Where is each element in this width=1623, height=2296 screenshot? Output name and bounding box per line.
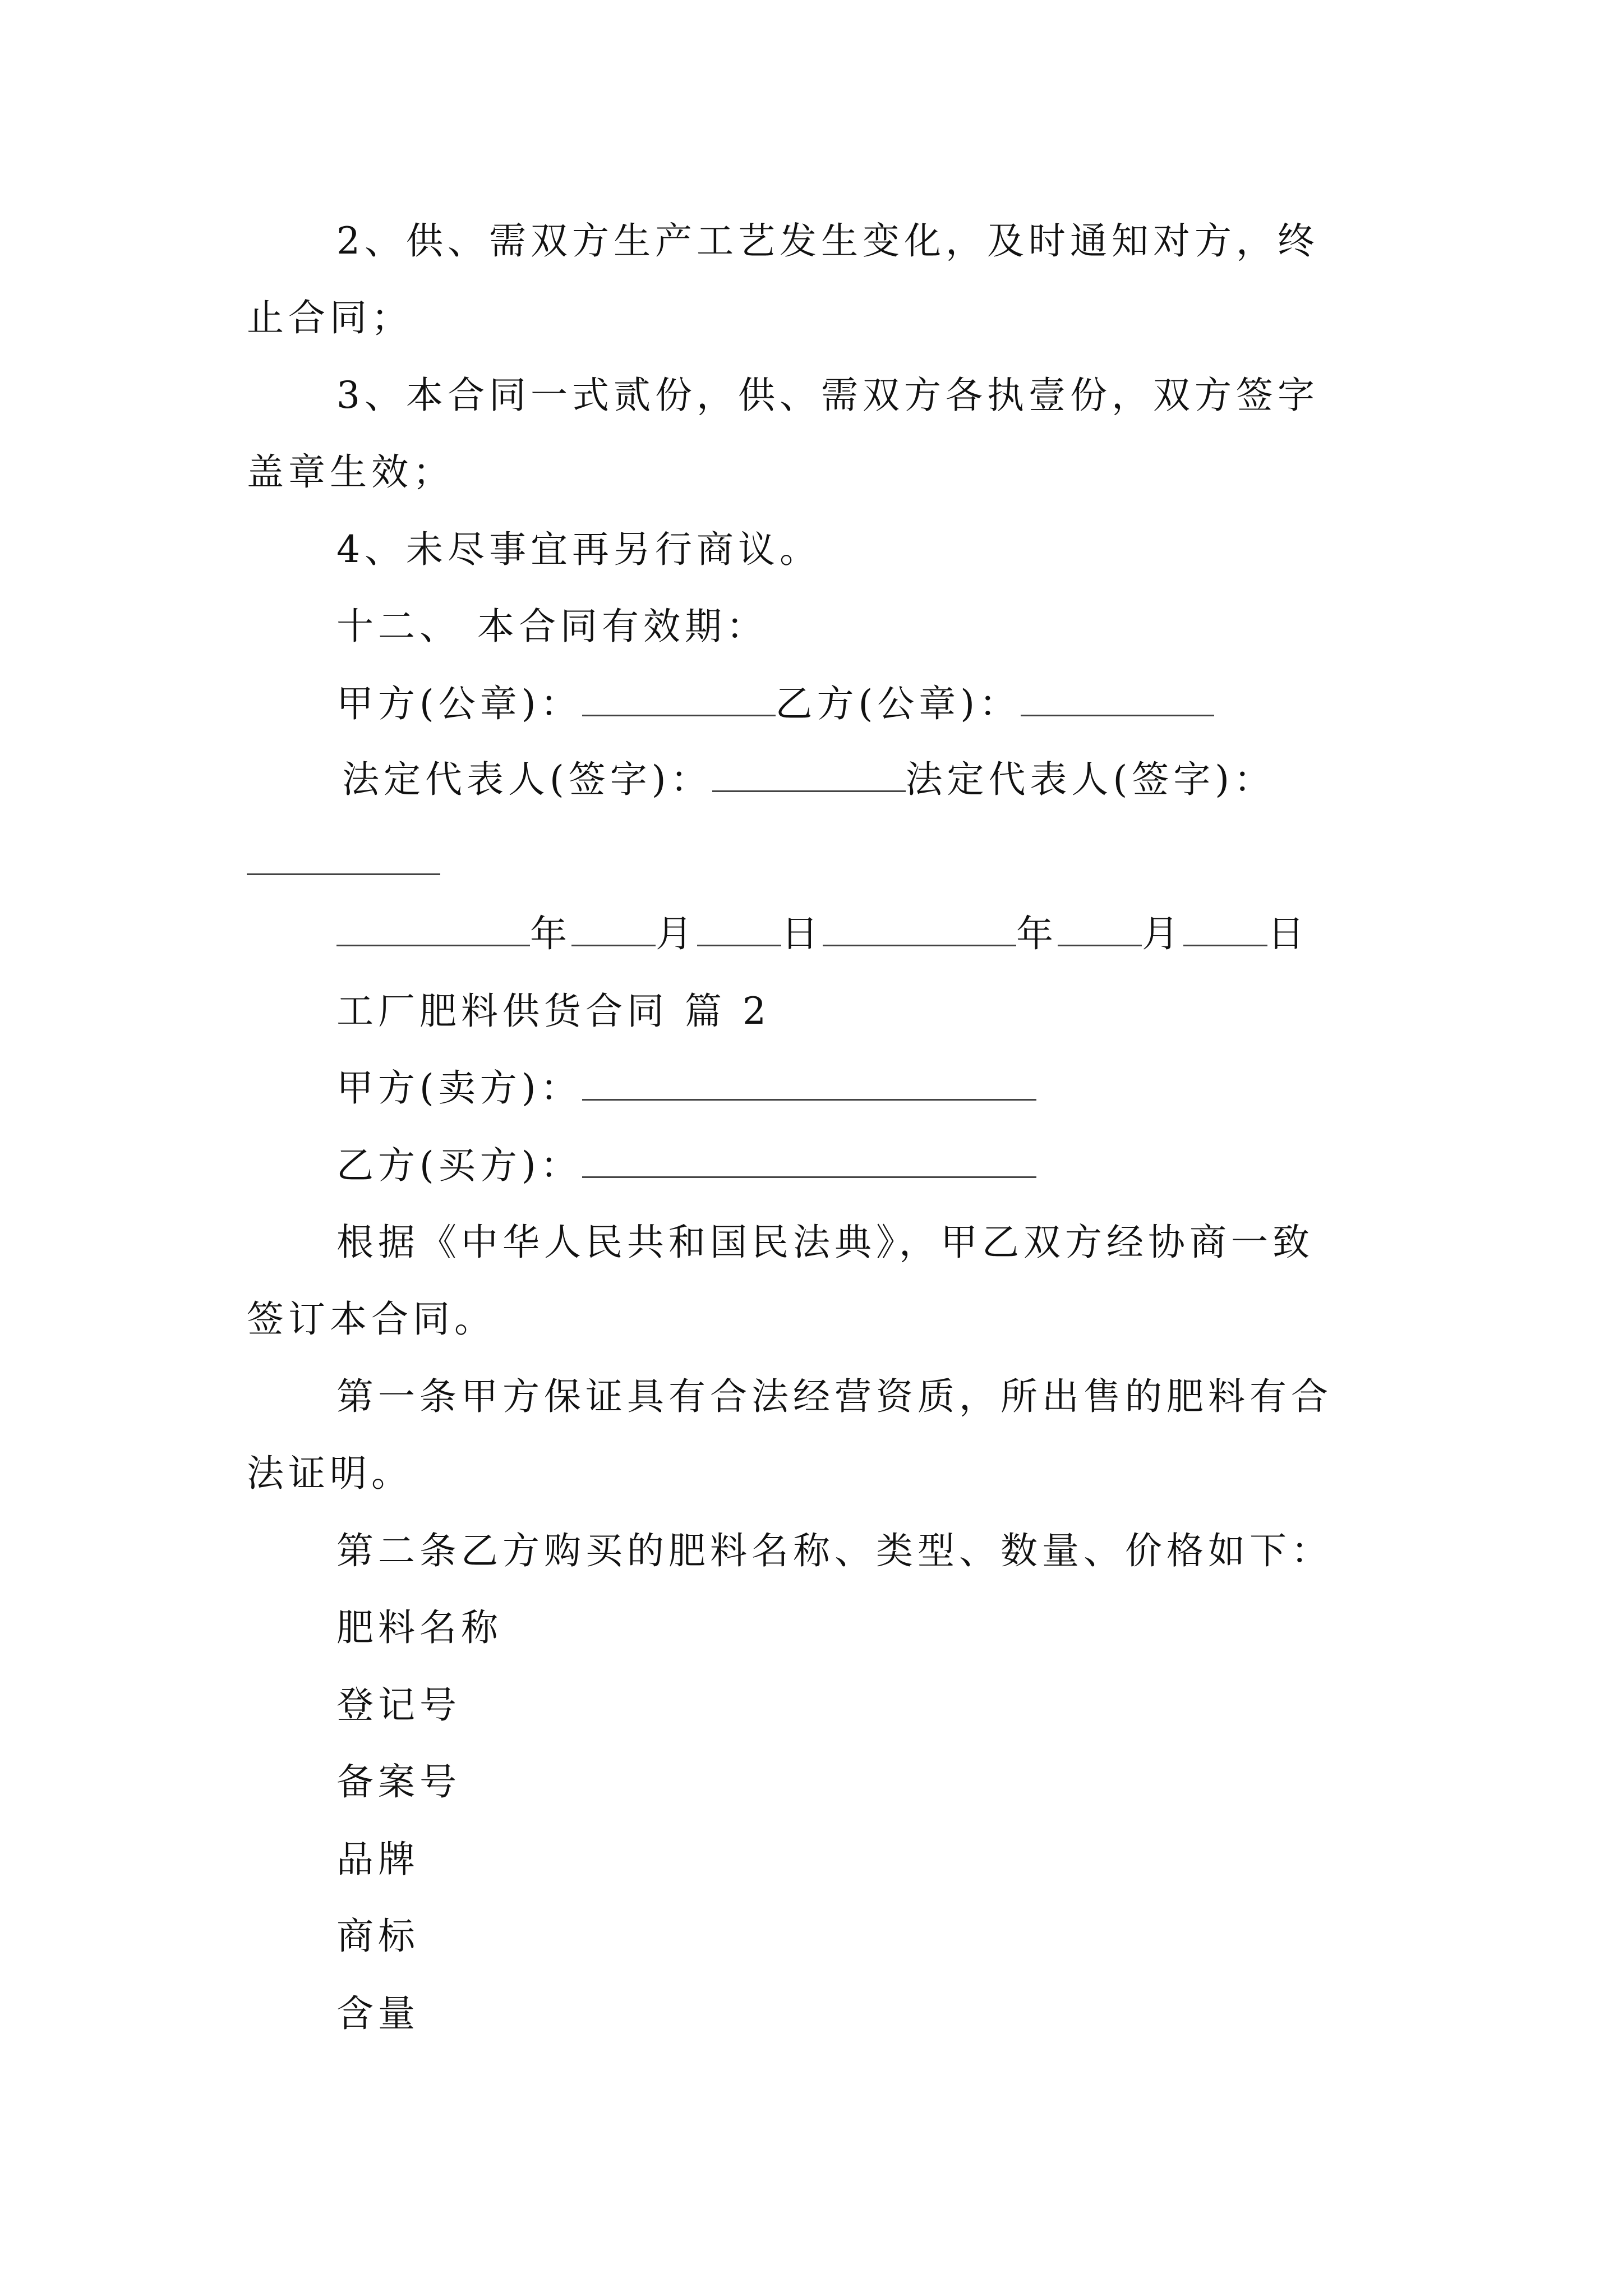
paragraph-line: 第二条乙方购买的肥料名称、类型、数量、价格如下：	[336, 1529, 1332, 1572]
year-label: 年	[1016, 912, 1058, 955]
list-item: 品牌	[336, 1838, 419, 1881]
buyer-line	[336, 1140, 1036, 1191]
year-label: 年	[530, 912, 571, 955]
paragraph-line: 止合同；	[247, 296, 413, 339]
buyer-blank	[582, 1143, 1036, 1178]
party-a-seal-blank	[582, 681, 776, 716]
paragraph-line: 根据《中华人民共和国民法典》，甲乙双方经协商一致	[336, 1221, 1314, 1264]
list-item: 肥料名称	[336, 1606, 502, 1649]
paragraph-line: 3、本合同一式贰份，供、需双方各执壹份，双方签字	[336, 374, 1319, 417]
month-blank	[1058, 911, 1142, 946]
seller-label: 甲方(卖方)：	[336, 1066, 582, 1110]
seller-line	[336, 1063, 1036, 1114]
list-item: 备案号	[336, 1760, 461, 1803]
party-b-seal-blank	[1021, 681, 1214, 716]
year-blank	[823, 911, 1016, 946]
section-heading: 十二、 本合同有效期：	[336, 605, 768, 648]
day-label: 日	[781, 912, 823, 955]
paragraph-line: 2、供、需双方生产工艺发生变化，及时通知对方，终	[336, 219, 1319, 263]
party-a-seal-label: 甲方(公章)：	[336, 682, 582, 725]
list-item: 含量	[336, 1992, 419, 2035]
day-label: 日	[1267, 912, 1309, 955]
month-label: 月	[656, 912, 697, 955]
date-line	[336, 909, 1309, 959]
month-label: 月	[1142, 912, 1183, 955]
day-blank	[697, 911, 781, 946]
day-blank	[1183, 911, 1267, 946]
paragraph-line: 盖章生效；	[247, 450, 454, 494]
year-blank	[336, 911, 530, 946]
buyer-label: 乙方(买方)：	[336, 1144, 582, 1187]
seller-blank	[582, 1065, 1036, 1101]
signature-line-seal	[336, 679, 1214, 729]
list-item: 登记号	[336, 1683, 461, 1727]
paragraph-line: 法证明。	[247, 1452, 413, 1495]
paragraph-line: 签订本合同。	[247, 1297, 496, 1341]
party-b-rep-label: 法定代表人(签字)：	[905, 758, 1275, 801]
contract-title: 工厂肥料供货合同 篇 2	[336, 990, 771, 1033]
paragraph-line: 第一条甲方保证具有合法经营资质，所出售的肥料有合	[336, 1375, 1332, 1418]
month-blank	[571, 911, 656, 946]
signature-line-representative	[342, 754, 1275, 805]
party-a-rep-label: 法定代表人(签字)：	[342, 758, 712, 801]
paragraph-line: 4、未尽事宜再另行商议。	[336, 528, 821, 571]
party-b-seal-label: 乙方(公章)：	[775, 682, 1021, 725]
list-item: 商标	[336, 1915, 419, 1958]
party-a-rep-blank	[712, 757, 906, 792]
party-b-rep-blank	[247, 872, 440, 875]
